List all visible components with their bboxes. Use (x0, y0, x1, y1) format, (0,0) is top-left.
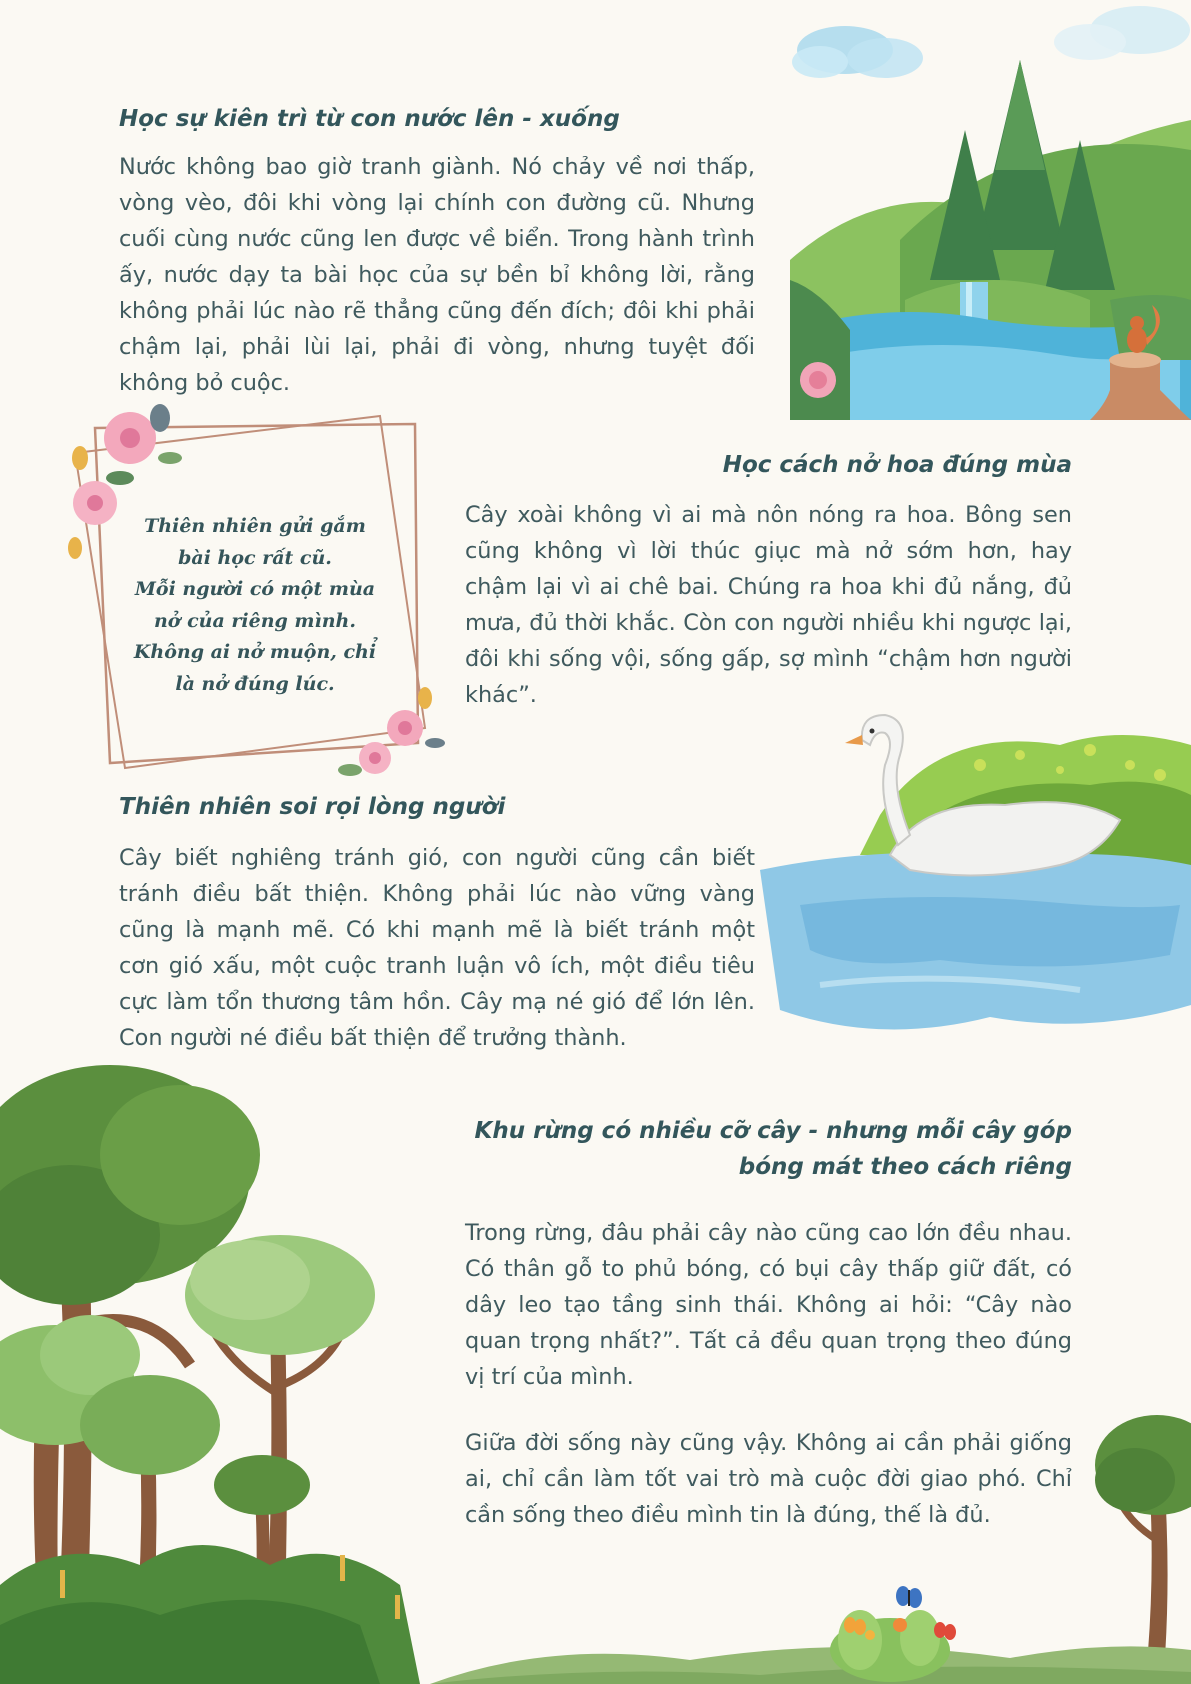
quote-line: là nở đúng lúc. (175, 672, 335, 695)
quote-line: bài học rất cũ. (178, 546, 332, 569)
section-paragraph: Nước không bao giờ tranh giành. Nó chảy về nơi thấp, vòng vèo, đôi khi vòng lại chính con đường cũ. Nhưng cuối cùng nước cũng len được về biển. Trong hành trình ấy, nước dạy ta bài học của sự bền bỉ không lời, rằng không phải lúc nào rẽ thẳng cũng đến đích; đôi khi phải chậm lại, phải lùi lại, phải đi vòng, nhưng tuyệt đối không bỏ cuộc. (119, 154, 755, 396)
forest-illustration (0, 1065, 480, 1684)
landscape-illustration (790, 0, 1191, 420)
cloud-icon (792, 26, 923, 78)
cloud-icon (1054, 6, 1190, 60)
quote-line: Thiên nhiên gửi gắm (144, 515, 366, 537)
section-paragraph: Cây xoài không vì ai mà nôn nóng ra hoa. Bông sen cũng không vì lời thúc giục mà nở sớm hơn, hay chậm lại vì ai chê bai. Chúng ra hoa khi đủ nắng, đủ mưa, đủ thời khắc. Còn con người nhiều khi ngược lại, đôi khi sống vội, sống gấp, sợ mình “chậm hơn người khác”. (465, 502, 1072, 708)
quote-line: nở của riêng mình. (153, 609, 356, 632)
section-heading-line: bóng mát theo cách riêng (738, 1154, 1072, 1180)
quote-line: Không ai nở muộn, chỉ (133, 641, 377, 663)
quote-line: Mỗi người có một mùa (134, 578, 376, 600)
butterfly-icon (896, 1586, 922, 1608)
ground-illustration (430, 1580, 1191, 1684)
section-paragraph: Cây biết nghiêng tránh gió, con người cũng cần biết tránh điều bất thiện. Không phải lúc nào vững vàng cũng là mạnh mẽ. Có khi mạnh mẽ là biết tránh một cơn gió xấu, một cuộc tranh luận vô ích, một điều tiêu cực làm tổn thương tâm hồn. Cây mạ né gió để lớn lên. Con người né điều bất thiện để trưởng thành. (119, 845, 755, 1051)
section-paragraph: Trong rừng, đâu phải cây nào cũng cao lớn đều nhau. Có thân gỗ to phủ bóng, có bụi cây thấp giữ đất, có dây leo tạo tầng sinh thái. Không ai hỏi: “Cây nào quan trọng nhất?”. Tất cả đều quan trọng theo đúng vị trí của mình. (465, 1220, 1072, 1390)
swan-illustration (760, 705, 1191, 1055)
section-heading: Học sự kiên trì từ con nước lên - xuống (119, 106, 620, 132)
frame-quote (120, 511, 390, 700)
section-heading: Học cách nở hoa đúng mùa (722, 452, 1072, 478)
rose-icon (800, 362, 836, 398)
section-heading-line: Khu rừng có nhiều cỡ cây - nhưng mỗi cây góp (474, 1118, 1072, 1144)
flower-icon (338, 687, 445, 776)
section-paragraph: Giữa đời sống này cũng vậy. Không ai cần phải giống ai, chỉ cần làm tốt vai trò mà cuộc đời giao phó. Chỉ cần sống theo điều mình tin là đúng, thế là đủ. (465, 1430, 1072, 1528)
section-heading: Thiên nhiên soi rọi lòng người (119, 794, 506, 820)
